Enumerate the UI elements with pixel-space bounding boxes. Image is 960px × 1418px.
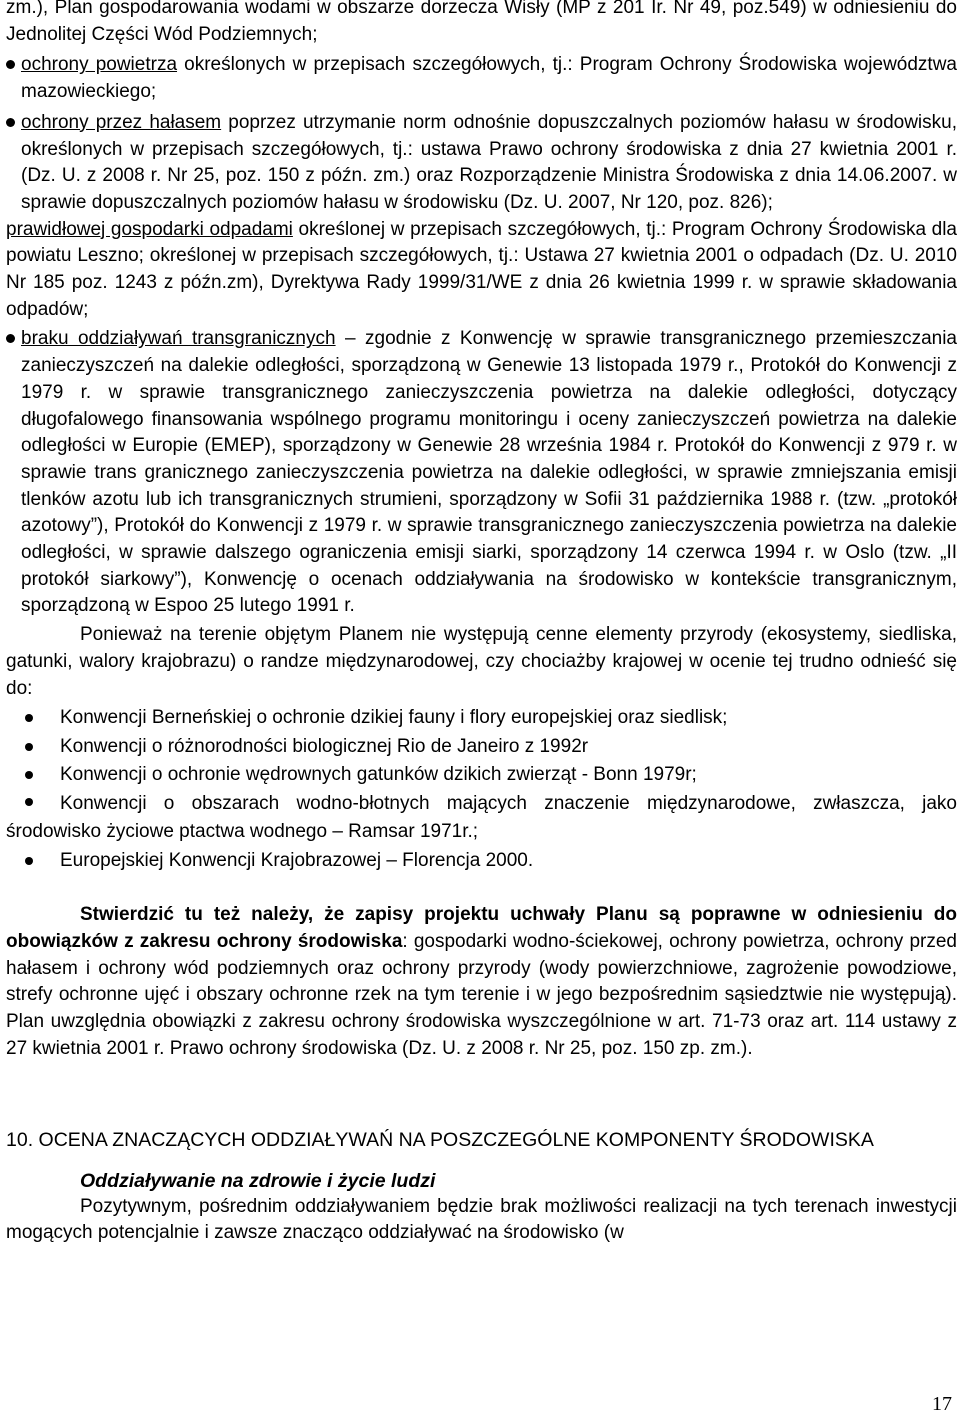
list-item: Konwencji o obszarach wodno-błotnych mających znaczenie międzynarodowe, zwłaszcza, jako środowisko życiowe ptactwa wodnego – Ramsar 1971r.; [6,792,957,843]
section-number: 10. [6,1128,34,1151]
section-body: Pozytywnym, pośrednim oddziaływaniem będzie brak możliwości realizacji na tych terenach inwestycji mogących potencjalnie i zawsze znacząco oddziaływać na środowisko (w [6,1195,957,1244]
bullet-dot-icon [25,714,33,722]
bullet-noise-term: ochrony przez hałasem [21,111,222,133]
bullet-transboundary-term: braku oddziaływań transgranicznych [21,328,336,350]
bullet-transboundary-text [21,326,957,620]
list-item: Konwencji o różnorodności biologicznej Rio de Janeiro z 1992r [6,733,957,762]
section-heading [6,1127,957,1154]
bullet-air-protection [6,52,957,105]
bullet-dot-icon [25,771,33,779]
bullet-air-rest: określonych w przepisach szczegółowych, tj.: Program Ochrony Środowiska województwa mazowieckiego; [21,54,957,103]
top-paragraph: zm.), Plan gospodarowania wodami w obszarze dorzecza Wisły (MP z 201 Ir. Nr 49, poz.549) w odniesieniu do Jednolitej Części Wód Podziemnych; [6,0,957,45]
bullet-dot-icon [6,334,15,343]
section-subtitle: Oddziaływanie na zdrowie i życie ludzi [80,1169,436,1192]
bullet-dot-icon [25,798,33,806]
list-item: Konwencji Berneńskiej o ochronie dzikiej fauny i flory europejskiej oraz siedlisk; [6,704,957,733]
bullet-noise-protection [6,110,957,217]
bullet-noise-text [21,110,957,217]
conventions-list [6,704,957,875]
bullet-dot-icon [6,60,15,69]
document-page [6,0,957,1247]
bullet-dot-icon [6,118,15,127]
conclusion-paragraph [6,902,957,1062]
conclusion-bold: Stwierdzić tu też należy, że zapisy projektu uchwały Planu są poprawne w odniesieniu do obowiązków z zakresu ochrony środowiska [6,904,957,952]
list-item: Europejskiej Konwencji Krajobrazowej – Florencja 2000. [6,847,957,876]
bullet-waste-term: prawidłowej gospodarki odpadami [6,218,293,240]
bullet-air-term: ochrony powietrza [21,54,178,76]
intro-paragraph: Ponieważ na terenie objętym Planem nie występują cenne elementy przyrody (ekosystemy, siedliska, gatunki, walory krajobrazu) o randze międzynarodowej, czy chociażby krajowej w ocenie tej trudno odnieść się do: [6,624,957,699]
bullet-waste-rest: określonej w przepisach szczegółowych, tj.: Program Ochrony Środowiska dla powiatu Leszno; określonej w przepisach szczegółowych, tj.: Ustawa 27 kwietnia 2001 o odpadach (Dz. U. 2010 Nr 185 poz. 1243 z późn.zm), Dyrektywa Rady 1999/31/WE z dnia 26 kwietnia 1999 r. w sprawie składowania odpadów; [6,218,957,320]
bullet-dot-icon [25,857,33,865]
page-number: 17 [932,1393,952,1415]
bullet-waste-management [6,217,957,324]
bullet-transboundary-rest: – zgodnie z Konwencję w sprawie transgranicznego przemieszczania zanieczyszczeń na dalekie odległości, sporządzoną w Genewie 13 listopada 1979 r., Protokół do Konwencji z 1979 r. w sprawie transgranicznego zanieczyszczenia powietrza na dalekie odległości, dotyczący długofalowego finansowania wspólnego programu monitoringu i oceny zanieczyszczeń powietrza na dalekie odległości w Europie (EMEP), sporządzony w Genewie 28 września 1984 r. Protokół do Konwencji z 979 r. w sprawie trans granicznego zanieczyszczenia powietrza na dalekie odległości, w sprawie zmniejszania emisji tlenków azotu lub ich transgranicznych strumieni, sporządzony w Sofii 31 października 1988 r. (tzw. „protokół azotowy”), Protokół do Konwencji z 1979 r. w sprawie transgranicznego zanieczyszczenia powietrza na dalekie odległości, w sprawie dalszego ograniczenia emisji siarki, sporządzony 14 czerwca 1994 r. w Oslo (tzw. „II protokół siarkowy”), Konwencję o ocenach oddziaływania na środowisko w kontekście transgranicznym, sporządzoną w Espoo 25 lutego 1991 r. [21,328,958,617]
bullet-air-text [21,52,957,105]
list-item: Konwencji o ochronie wędrownych gatunków dzikich zwierząt - Bonn 1979r; [6,761,957,790]
conclusion-rest: : gospodarki wodno-ściekowej, ochrony powietrza, ochrony przed hałasem i ochrony wód podziemnych oraz ochrony przyrody (wody powierzchniowe, zagrożenie powodziowe, strefy ochronne ujęć i obszary ochronne rzek na tym terenie i w jego bezpośrednim sąsiedztwie nie występują). Plan uwzględnia obowiązki z zakresu ochrony środowiska wyszczególnione w art. 71-73 oraz art. 114 ustawy z 27 kwietnia 2001 r. Prawo ochrony środowiska (Dz. U. z 2008 r. Nr 25, poz. 150 zp. zm.). [6,930,957,1059]
bullet-noise-rest: poprzez utrzymanie norm odnośnie dopuszczalnych poziomów hałasu w środowisku, określonych w przepisach szczegółowych, tj.: ustawa Prawo ochrony środowiska z dnia 27 kwietnia 2001 r. (Dz. U. z 2008 r. Nr 25, poz. 150 z późn. zm.) oraz Rozporządzenie Ministra Środowiska z dnia 14.06.2007. w sprawie dopuszczalnych poziomów hałasu w środowisku (Dz. U. 2007, Nr 120, poz. 826); [21,111,957,213]
section-title: OCENA ZNACZĄCYCH ODDZIAŁYWAŃ NA POSZCZEGÓLNE KOMPONENTY ŚRODOWISKA [38,1128,874,1151]
bullet-transboundary [6,326,957,620]
bullet-dot-icon [25,743,33,751]
